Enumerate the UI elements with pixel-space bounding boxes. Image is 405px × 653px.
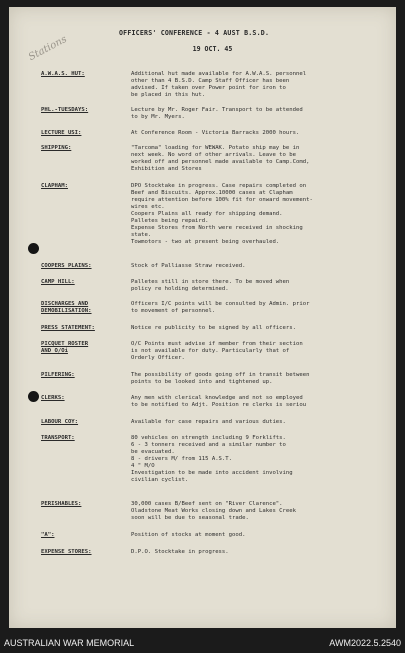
entry-text: Notice re publicity to be signed by all officers. — [131, 325, 297, 331]
document-title: OFFICERS' CONFERENCE - 4 AUST B.S.D. — [119, 29, 270, 37]
entry-text: Lecture by Mr. Roger Fair. Transport to be attended to by Mr. Myers. — [131, 107, 303, 120]
entry-text: Stock of Palliasse Straw received. — [131, 263, 246, 269]
entry-label: DISCHARGES AND DEMOBILISATION: — [41, 301, 92, 314]
footer-bar — [0, 634, 405, 653]
entry-text: The possibility of goods going off in transit between points to be looked into and tightened up. — [131, 372, 310, 385]
entry-label: LECTURE USI: — [41, 130, 82, 136]
footer-institution: AUSTRALIAN WAR MEMORIAL — [4, 638, 135, 648]
entry-label: LABOUR COY: — [41, 419, 79, 425]
entry-text: Any men with clerical knowledge and not so employed to be notified to Adjt. Position re clerks is seriou — [131, 395, 307, 408]
entry-press-statement — [41, 325, 396, 332]
entry-text: "Tarcoma" loading for WEWAK. Potato ship may be in next week. No word of other arrivals. Leave to be worked off and personnel made available to Camp.Comd, Exhibition and Stores — [131, 145, 310, 172]
entry-transport — [41, 435, 396, 484]
footer-accession-number: AWM2022.5.2540 — [329, 638, 401, 648]
entry-camp-hill — [41, 279, 396, 293]
entry-clapham — [41, 183, 396, 246]
entry-text: D.P.O. Stocktake in progress. — [131, 549, 229, 555]
document-date: 19 OCT. 45 — [192, 45, 233, 53]
entry-label: CLERKS: — [41, 395, 65, 401]
entry-labour-coy — [41, 419, 396, 426]
entry-label: SHIPPING: — [41, 145, 72, 151]
entry-label: EXPENSE STORES: — [41, 549, 92, 555]
punch-hole-icon — [28, 243, 39, 254]
entry-label: PILFERING: — [41, 372, 75, 378]
entry-text: Officers I/C points will be consulted by Admin. prior to movement of personnel. — [131, 301, 310, 314]
entry-perishables — [41, 501, 396, 522]
entry-label: CAMP HILL: — [41, 279, 75, 285]
entry-text: Available for case repairs and various duties. — [131, 419, 286, 425]
entry-text: O/C Points must advise if member from their section is not available for duty. Particularly that of Orderly Officer. — [131, 341, 303, 361]
entry-label: PRESS STATEMENT: — [41, 325, 95, 331]
entry-label: CLAPHAM: — [41, 183, 68, 189]
pencil-annotation: Stations — [26, 33, 69, 64]
entry-awas-hut — [41, 71, 396, 99]
entry-a — [41, 532, 396, 539]
entry-label: "A": — [41, 532, 55, 538]
entry-expense-stores — [41, 549, 396, 556]
entry-shipping — [41, 145, 396, 173]
entry-phl-tuesdays — [41, 107, 396, 121]
entry-text: 80 vehicles on strength including 9 Forklifts. 6 - 3 tonners received and a similar number to be evacuated. 8 - drivers M/ from 115 A.S.T. 4 " M/O Investigation to be made into accident involving civilian cyclist. — [131, 435, 293, 483]
entry-picquet-roster — [41, 341, 396, 362]
entry-pilfering — [41, 372, 396, 386]
document-page — [9, 7, 396, 628]
entry-label: PERISHABLES: — [41, 501, 82, 507]
punch-hole-icon — [28, 391, 39, 402]
entry-text: DPO Stocktake in progress. Case repairs completed on Beef and Biscuits. Approx.10000 cases at Clapham require attention before 100% fit for onward movement- wires etc. Coopers Plains all ready for shipping demand. Palletes being repaird. Expense Stores from North were received in shocking state. Towmotors - two at present being overhauled. — [131, 183, 313, 245]
entry-clerks — [41, 395, 396, 409]
entry-text: At Conference Room - Victoria Barracks 2000 hours. — [131, 130, 300, 136]
entry-text: Additional hut made available for A.W.A.S. personnel other than 4 B.S.D. Camp Staff Officer has been advised. If taken over Power point for iron to be placed in this hut. — [131, 71, 307, 98]
entry-text: 30,000 cases B/Beef sent on "River Clarence". Oladstone Meat Works closing down and Lakes Creek soon will be due to seasonal trade. — [131, 501, 297, 521]
entry-label: COOPERS PLAINS: — [41, 263, 92, 269]
entry-discharges — [41, 301, 396, 315]
entry-label: TRANSPORT: — [41, 435, 75, 441]
entry-text: Palletes still in store there. To be moved when policy re holding determined. — [131, 279, 290, 292]
entry-coopers-plains — [41, 263, 396, 270]
entry-text: Position of stocks at moment good. — [131, 532, 246, 538]
entry-label: PHL.-TUESDAYS: — [41, 107, 89, 113]
entry-label: A.W.A.S. HUT: — [41, 71, 85, 77]
entry-label: PICQUET ROSTER AND O/Oi — [41, 341, 89, 354]
entry-lecture-usi — [41, 130, 396, 137]
